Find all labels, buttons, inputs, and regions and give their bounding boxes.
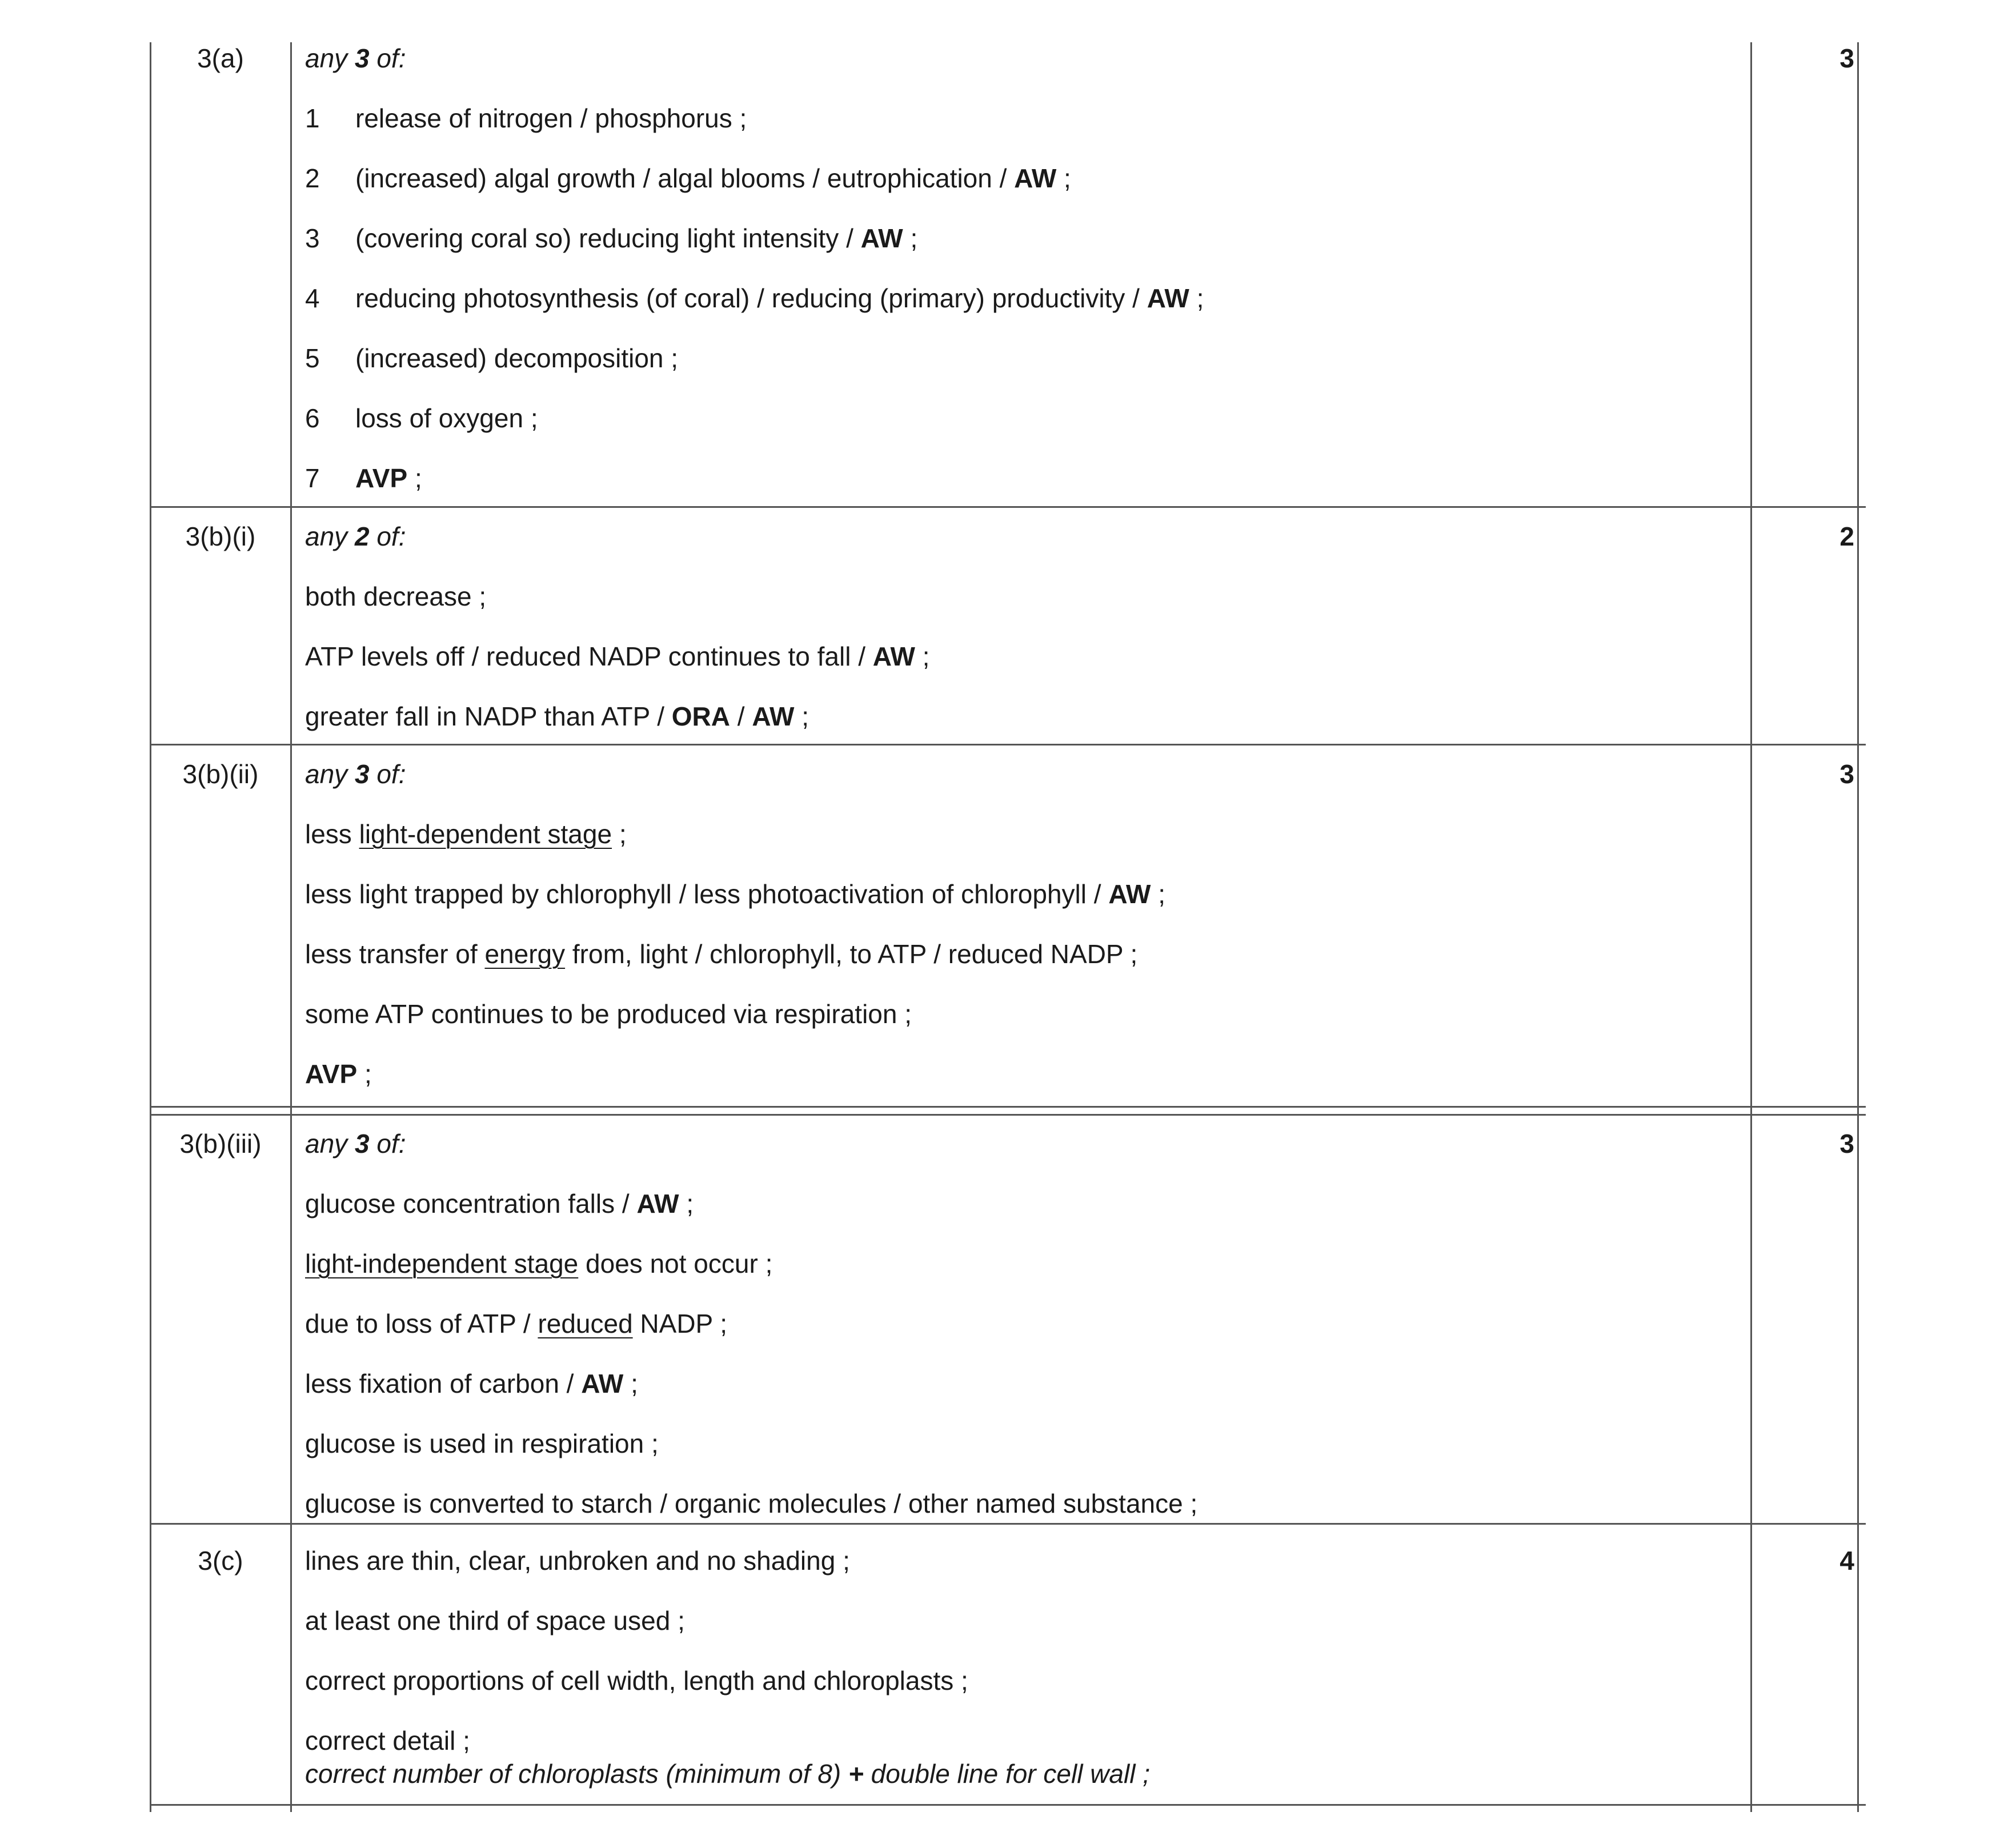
answer-line xyxy=(305,1758,1150,1790)
text-segment: correct proportions of cell width, length and chloroplasts ; xyxy=(305,1666,968,1695)
text-segment: ; xyxy=(794,701,809,731)
text-segment: of: xyxy=(369,522,406,551)
answer-line xyxy=(305,1725,470,1757)
text-segment: 3 xyxy=(354,759,370,789)
answer-line xyxy=(305,402,538,434)
answer-line xyxy=(305,1368,638,1400)
text-segment: (increased) decomposition ; xyxy=(355,343,679,373)
text-segment: ORA xyxy=(671,701,731,731)
answer-line xyxy=(305,938,1137,970)
text-segment: less light trapped by chlorophyll / less photoactivation of chlorophyll / xyxy=(305,879,1109,909)
text-segment: reduced xyxy=(538,1309,633,1338)
answer-line xyxy=(305,222,917,254)
answer-line xyxy=(305,640,929,672)
item-number: 1 xyxy=(305,103,320,133)
text-segment: lines are thin, clear, unbroken and no shading ; xyxy=(305,1546,850,1576)
answer-line xyxy=(305,758,406,790)
text-segment: of: xyxy=(369,1129,406,1158)
answer-line xyxy=(305,1605,685,1637)
marks-value: 2 xyxy=(1839,522,1854,551)
text-segment: ; xyxy=(407,463,422,493)
text-segment: / xyxy=(730,701,752,731)
row-divider xyxy=(150,1523,1866,1525)
answer-line xyxy=(305,998,912,1030)
text-segment: less xyxy=(305,819,359,849)
item-number: 3 xyxy=(305,223,320,253)
item-number: 4 xyxy=(305,283,320,313)
text-segment: correct number of chloroplasts (minimum of 8) xyxy=(305,1759,848,1789)
text-segment: any xyxy=(305,43,355,73)
text-segment: energy xyxy=(484,939,566,969)
text-segment: AW xyxy=(872,642,915,671)
marks-value: 4 xyxy=(1839,1546,1854,1576)
text-segment: of: xyxy=(369,43,406,73)
answer-line xyxy=(305,1128,406,1160)
text-segment: greater fall in NADP than ATP / xyxy=(305,701,672,731)
text-segment: AW xyxy=(1147,283,1189,313)
text-segment: AW xyxy=(636,1189,679,1218)
text-segment: glucose is used in respiration ; xyxy=(305,1429,659,1458)
text-segment: loss of oxygen ; xyxy=(355,403,538,433)
text-segment: ; xyxy=(679,1189,694,1218)
text-segment: (covering coral so) reducing light intensity / xyxy=(355,223,861,253)
question-number: 3(c) xyxy=(198,1546,243,1576)
text-segment: ; xyxy=(1056,163,1071,193)
text-segment: ; xyxy=(623,1369,638,1398)
marks-value: 3 xyxy=(1839,43,1854,73)
text-segment: any xyxy=(305,759,355,789)
item-number: 5 xyxy=(305,343,320,373)
text-segment: AW xyxy=(1108,879,1151,909)
text-segment: any xyxy=(305,522,355,551)
answer-line xyxy=(305,282,1204,314)
question-number: 3(b)(i) xyxy=(185,522,256,551)
question-number: 3(b)(ii) xyxy=(182,759,259,789)
answer-line xyxy=(305,1665,968,1697)
item-number: 2 xyxy=(305,163,320,193)
row-divider xyxy=(150,744,1866,745)
text-segment: ; xyxy=(915,642,930,671)
marks-value: 3 xyxy=(1839,1129,1854,1158)
text-segment: ; xyxy=(357,1059,372,1089)
text-segment: double line for cell wall ; xyxy=(863,1759,1151,1789)
text-segment: 2 xyxy=(354,522,370,551)
answer-line xyxy=(305,1308,727,1340)
text-segment: AW xyxy=(581,1369,624,1398)
text-segment: ATP levels off / reduced NADP continues to fall / xyxy=(305,642,873,671)
text-segment: ; xyxy=(1151,879,1165,909)
answer-line xyxy=(305,342,678,374)
text-segment: some ATP continues to be produced via respiration ; xyxy=(305,999,912,1029)
text-segment: reducing photosynthesis (of coral) / reducing (primary) productivity / xyxy=(355,283,1147,313)
text-segment: AVP xyxy=(305,1059,358,1089)
answer-line xyxy=(305,1488,1197,1520)
text-segment: AW xyxy=(1014,163,1057,193)
text-segment: ; xyxy=(1189,283,1204,313)
text-segment: light-dependent stage xyxy=(359,819,612,849)
text-segment: glucose is converted to starch / organic molecules / other named substance ; xyxy=(305,1489,1198,1518)
row-divider-double-bottom xyxy=(150,1114,1866,1116)
column-divider-marks xyxy=(1750,42,1752,1812)
text-segment: does not occur ; xyxy=(578,1249,773,1278)
row-divider xyxy=(150,506,1866,508)
text-segment: NADP ; xyxy=(632,1309,727,1338)
text-segment: AW xyxy=(860,223,903,253)
answer-line xyxy=(305,1188,694,1220)
text-segment: any xyxy=(305,1129,355,1158)
marks-value: 3 xyxy=(1839,759,1854,789)
text-segment: AVP xyxy=(355,463,408,493)
text-segment: both decrease ; xyxy=(305,582,487,611)
question-number: 3(b)(iii) xyxy=(179,1129,262,1158)
text-segment: less transfer of xyxy=(305,939,485,969)
text-segment: ; xyxy=(612,819,627,849)
text-segment: less fixation of carbon / xyxy=(305,1369,582,1398)
table-border-bottom xyxy=(150,1804,1866,1806)
text-segment: release of nitrogen / phosphorus ; xyxy=(355,103,747,133)
answer-line xyxy=(305,1058,372,1090)
answer-line xyxy=(305,1248,772,1280)
text-segment: (increased) algal growth / algal blooms / eutrophication / xyxy=(355,163,1015,193)
answer-line xyxy=(305,162,1071,194)
answer-line xyxy=(305,1428,659,1460)
text-segment: 3 xyxy=(354,43,370,73)
text-segment: + xyxy=(848,1759,864,1789)
answer-line xyxy=(305,580,486,612)
item-number: 7 xyxy=(305,463,320,493)
text-segment: correct detail ; xyxy=(305,1726,470,1755)
row-divider-double-top xyxy=(150,1106,1866,1108)
text-segment: due to loss of ATP / xyxy=(305,1309,538,1338)
text-segment: 3 xyxy=(354,1129,370,1158)
text-segment: glucose concentration falls / xyxy=(305,1189,637,1218)
text-segment: at least one third of space used ; xyxy=(305,1606,685,1635)
answer-line xyxy=(305,818,627,850)
answer-line xyxy=(305,700,809,732)
text-segment: ; xyxy=(903,223,918,253)
item-number: 6 xyxy=(305,403,320,433)
answer-line xyxy=(305,520,406,552)
answer-line xyxy=(305,878,1165,910)
question-number: 3(a) xyxy=(197,43,244,73)
answer-line xyxy=(305,1545,850,1577)
text-segment: AW xyxy=(752,701,795,731)
text-segment: light-independent stage xyxy=(305,1249,579,1278)
answer-line xyxy=(305,462,422,494)
mark-scheme-table xyxy=(150,42,1866,1812)
answer-line xyxy=(305,42,406,74)
text-segment: of: xyxy=(369,759,406,789)
text-segment: from, light / chlorophyll, to ATP / reduced NADP ; xyxy=(565,939,1138,969)
answer-line xyxy=(305,102,747,134)
